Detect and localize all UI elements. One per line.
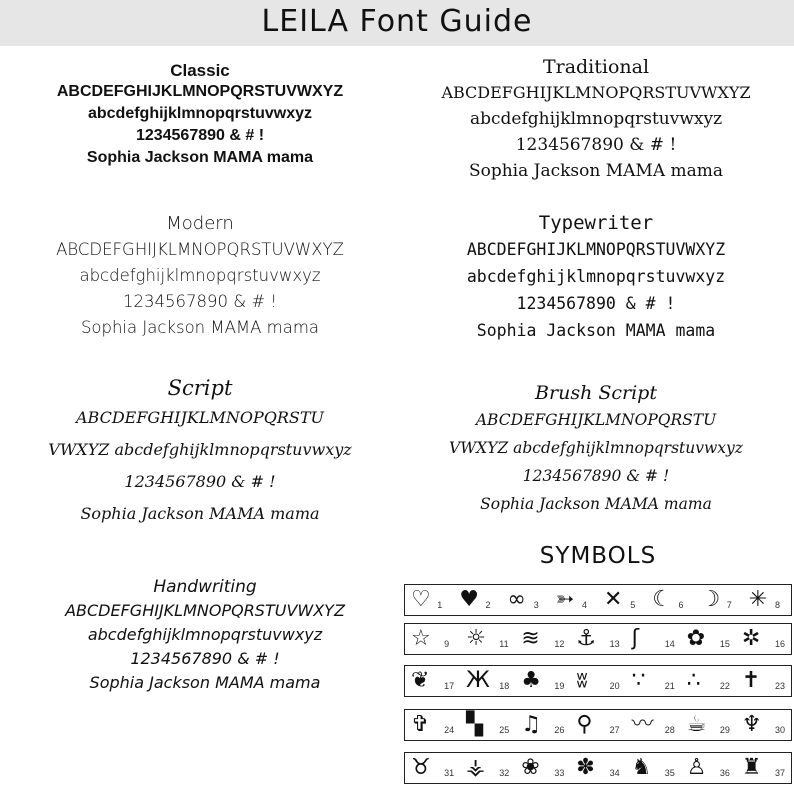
symbol-item — [515, 753, 570, 783]
font-sample-typewriter — [398, 211, 794, 344]
symbol-number: 7 — [726, 600, 732, 610]
uppercase-line: ABCDEFGHIJKLMNOPQRSTUVWXYZ — [65, 601, 345, 620]
symbol-item — [570, 624, 625, 654]
alphabet-line-1: ABCDEFGHIJKLMNOPQRSTU — [75, 408, 325, 427]
symbol-item — [460, 666, 515, 696]
paw-solid-icon: ✽ — [576, 755, 595, 780]
butterfly-icon: Ж — [466, 668, 490, 693]
symbols-title: SYMBOLS — [539, 543, 657, 569]
symbol-number: 31 — [444, 768, 455, 778]
symbol-row — [404, 665, 792, 697]
sample-line: Sophia Jackson MAMA mama — [480, 495, 712, 513]
symbol-item — [681, 753, 736, 783]
symbol-number: 13 — [609, 639, 620, 649]
digits-line: 1234567890 & # ! — [122, 292, 278, 311]
symbol-item — [681, 624, 736, 654]
sample-line: Sophia Jackson MAMA mama — [89, 673, 321, 692]
star-outline-icon: ☆ — [411, 626, 431, 651]
cat-icon: ♙ — [686, 755, 707, 780]
symbol-item — [460, 753, 515, 783]
sun-icon: ☼ — [466, 626, 486, 651]
symbol-item — [736, 710, 791, 740]
heart-outline-icon: ♡ — [411, 587, 431, 612]
symbol-item — [570, 710, 625, 740]
symbol-item — [405, 666, 460, 696]
lotus-icon: ❦ — [411, 668, 430, 693]
symbol-number: 12 — [554, 639, 565, 649]
symbol-number: 19 — [554, 681, 565, 691]
font-title: Handwriting — [153, 577, 257, 597]
symbol-number: 32 — [499, 768, 510, 778]
symbol-number: 6 — [678, 600, 684, 610]
symbol-item — [681, 666, 736, 696]
symbol-number: 1 — [437, 600, 443, 610]
alphabet-line-2: VWXYZ abcdefghijklmnopqrstuvwxyz — [449, 439, 743, 457]
symbol-number: 14 — [664, 639, 675, 649]
symbol-number: 15 — [719, 639, 730, 649]
symbol-item — [405, 585, 453, 615]
symbol-number: 27 — [609, 725, 620, 735]
thunderbird-icon: ⚶ — [466, 755, 485, 780]
music-notes-icon: ♫ — [521, 712, 542, 737]
bull-skull-icon: ♉ — [411, 755, 431, 780]
page-title: LEILA Font Guide — [261, 4, 533, 39]
font-sample-handwriting — [0, 575, 410, 695]
flower-icon: ✿ — [686, 626, 706, 651]
crescent-moon-solid-icon: ☾ — [652, 587, 672, 612]
lowercase-line: abcdefghijklmnopqrstuvwxyz — [469, 109, 723, 129]
symbol-number: 23 — [774, 681, 785, 691]
symbol-number: 29 — [719, 725, 730, 735]
font-title: Traditional — [542, 56, 650, 78]
symbol-number: 30 — [774, 725, 785, 735]
symbol-number: 28 — [664, 725, 675, 735]
infinity-icon: ∞ — [507, 587, 526, 612]
symbol-number: 34 — [609, 768, 620, 778]
symbol-item — [405, 710, 460, 740]
symbol-item — [626, 710, 681, 740]
sample-line: Sophia Jackson MAMA mama — [476, 321, 716, 340]
alphabet-line-1: ABCDEFGHIJKLMNOPQRSTU — [475, 411, 717, 429]
symbol-item — [695, 585, 743, 615]
baby-feet-solid-icon: ∴ — [686, 668, 701, 693]
symbol-number: 2 — [485, 600, 491, 610]
digits-line: 1234567890 & # ! — [130, 649, 280, 668]
symbol-item — [626, 666, 681, 696]
symbol-row — [404, 709, 792, 741]
symbol-item — [515, 624, 570, 654]
cactus-icon: ♆ — [741, 712, 762, 737]
symbol-item — [646, 585, 694, 615]
symbol-row — [404, 623, 792, 655]
symbol-item — [626, 624, 681, 654]
symbol-item — [626, 753, 681, 783]
uppercase-line: ABCDEFGHIJKLMNOPQRSTUVWXYZ — [56, 240, 344, 259]
symbol-number: 5 — [630, 600, 636, 610]
symbol-number: 25 — [499, 725, 510, 735]
symbol-row — [404, 584, 792, 616]
mustache-icon: 〰 — [631, 712, 654, 737]
uppercase-line: ABCDEFGHIJKLMNOPQRSTUVWXYZ — [466, 240, 726, 259]
cross-solid-icon: ✞ — [411, 712, 430, 737]
puzzle-piece-icon: ▚ — [466, 712, 484, 737]
symbol-number: 24 — [444, 725, 455, 735]
uppercase-line: ABCDEFGHIJKLMNOPQRSTUVWXYZ — [56, 83, 344, 100]
header-bar — [0, 0, 794, 46]
digits-line: 1234567890 & # ! — [515, 135, 677, 155]
symbol-item — [515, 666, 570, 696]
symbol-number: 11 — [499, 639, 509, 649]
uppercase-line: ABCDEFGHIJKLMNOPQRSTUVWXYZ — [441, 83, 751, 102]
symbol-number: 26 — [554, 725, 565, 735]
crescent-moon-outline-icon: ☽ — [700, 587, 721, 612]
symbol-item — [681, 710, 736, 740]
lowercase-line: abcdefghijklmnopqrstuvwxyz — [87, 105, 313, 122]
symbol-item — [515, 710, 570, 740]
sample-line: Sophia Jackson MAMA mama — [86, 149, 314, 166]
sparkle-star-icon: ✳ — [748, 587, 768, 612]
font-sample-classic — [0, 60, 400, 169]
symbol-number: 3 — [533, 600, 539, 610]
symbol-number: 16 — [774, 639, 785, 649]
bee-icon: ✲ — [741, 626, 761, 651]
seahorse-icon: ʃ — [631, 626, 639, 651]
symbol-number: 37 — [774, 768, 785, 778]
lowercase-line: abcdefghijklmnopqrstuvwxyz — [466, 267, 726, 286]
pineapple-icon: ♣ — [521, 668, 542, 693]
symbol-number: 4 — [582, 600, 588, 610]
digits-line: 1234567890 & # ! — [522, 467, 670, 485]
coffee-cup-icon: ☕ — [686, 712, 707, 737]
font-title: Modern — [166, 213, 234, 234]
symbol-number: 33 — [554, 768, 565, 778]
symbol-number: 35 — [664, 768, 675, 778]
symbol-item — [736, 666, 791, 696]
cross-outline-icon: ✝ — [741, 668, 761, 693]
dog-icon: ♞ — [631, 755, 652, 780]
font-sample-brush-script — [398, 380, 794, 518]
symbol-item — [570, 753, 625, 783]
sample-line: Sophia Jackson MAMA mama — [80, 504, 320, 523]
heart-solid-icon: ♥ — [459, 587, 479, 612]
symbol-item — [550, 585, 598, 615]
anchor-icon: ⚓ — [576, 626, 597, 651]
symbol-number: 8 — [775, 600, 781, 610]
arrow-icon: ➳ — [555, 587, 575, 612]
crossed-arrows-icon: ✕ — [604, 587, 623, 612]
symbol-item — [743, 585, 791, 615]
lowercase-line: abcdefghijklmnopqrstuvwxyz — [87, 625, 323, 644]
lowercase-line: abcdefghijklmnopqrstuvwxyz — [79, 266, 321, 285]
wave-icon: ≋ — [521, 626, 540, 651]
symbol-item — [736, 753, 791, 783]
alphabet-line-2: VWXYZ abcdefghijklmnopqrstuvwxyz — [48, 440, 352, 459]
sample-line: Sophia Jackson MAMA mama — [80, 318, 320, 337]
symbol-number: 9 — [444, 639, 450, 649]
symbol-number: 36 — [719, 768, 730, 778]
symbol-item — [570, 666, 625, 696]
bear-icon: ♜ — [741, 755, 762, 780]
font-title: Script — [167, 376, 233, 400]
symbol-item — [460, 710, 515, 740]
digits-line: 1234567890 & # ! — [124, 472, 276, 491]
bicycle-icon: ⚲ — [576, 712, 593, 737]
symbol-item — [405, 624, 460, 654]
font-title: Typewriter — [538, 212, 654, 234]
symbol-item — [502, 585, 550, 615]
font-title: Classic — [170, 61, 230, 80]
symbol-number: 18 — [499, 681, 510, 691]
symbol-item — [598, 585, 646, 615]
angel-wings-icon: ʬ — [576, 668, 588, 693]
symbol-item — [460, 624, 515, 654]
font-title: Brush Script — [535, 382, 657, 404]
symbol-row — [404, 752, 792, 784]
symbol-number: 17 — [444, 681, 455, 691]
baby-feet-outline-icon: ∵ — [631, 668, 646, 693]
digits-line: 1234567890 & # ! — [516, 294, 676, 313]
paw-outline-icon: ❀ — [521, 755, 540, 780]
symbol-item — [736, 624, 791, 654]
symbol-number: 21 — [664, 681, 675, 691]
font-sample-script — [0, 374, 400, 530]
symbol-item — [405, 753, 460, 783]
symbol-number: 22 — [719, 681, 730, 691]
sample-line: Sophia Jackson MAMA mama — [468, 161, 724, 181]
symbol-number: 20 — [609, 681, 620, 691]
symbol-item — [453, 585, 501, 615]
digits-line: 1234567890 & # ! — [135, 127, 265, 144]
font-sample-modern — [0, 211, 400, 341]
font-sample-traditional — [398, 54, 794, 184]
